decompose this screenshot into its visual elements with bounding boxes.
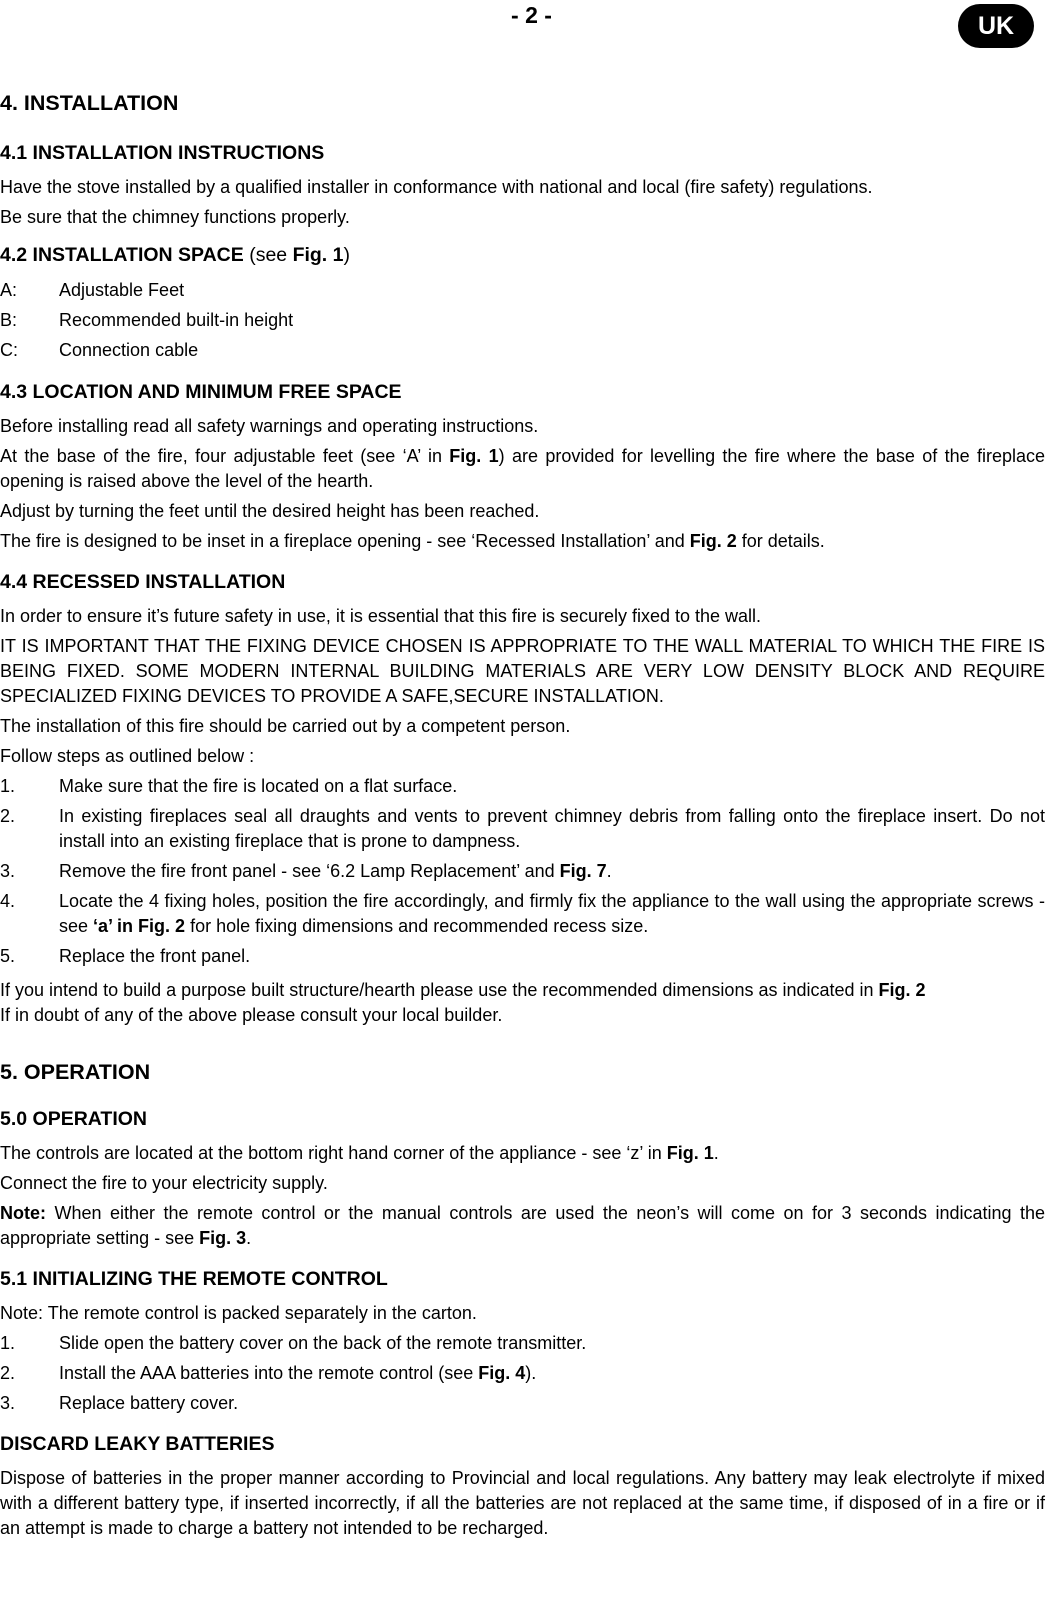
list-item: 4. Locate the 4 fixing holes, position the fire accordingly, and firmly fix the appliance to the wall using the appropriate screws - see ‘a’ in Fig. 2 for hole fixing dimensions and recommended recess size. <box>0 891 1045 936</box>
paragraph: Have the stove installed by a qualified installer in conformance with national and local (fire safety) regulations. <box>0 177 873 197</box>
page-content <box>0 88 1045 1541</box>
list-item: A: Adjustable Feet <box>0 280 185 300</box>
paragraph: If you intend to build a purpose built structure/hearth please use the recommended dimensions as indicated in Fig. 2 <box>0 980 926 1000</box>
list-item: B: Recommended built-in height <box>0 310 294 330</box>
paragraph: Be sure that the chimney functions properly. <box>0 207 350 227</box>
page-number: - 2 - <box>511 2 552 28</box>
paragraph: The controls are located at the bottom right hand corner of the appliance - see ‘z’ in Fig. 1. <box>0 1143 719 1163</box>
section-4-3-title: 4.3 LOCATION AND MINIMUM FREE SPACE <box>0 381 402 403</box>
paragraph: Before installing read all safety warnings and operating instructions. <box>0 416 539 436</box>
paragraph: Adjust by turning the feet until the desired height has been reached. <box>0 501 540 521</box>
section-4-4-title: 4.4 RECESSED INSTALLATION <box>0 571 286 593</box>
section-5-1-title: 5.1 INITIALIZING THE REMOTE CONTROL <box>0 1268 388 1290</box>
discard-batteries-title: DISCARD LEAKY BATTERIES <box>0 1433 275 1455</box>
paragraph: Follow steps as outlined below : <box>0 746 255 766</box>
list-item: 3. Remove the fire front panel - see ‘6.2 Lamp Replacement’ and Fig. 7. <box>0 861 612 881</box>
paragraph: Note: The remote control is packed separately in the carton. <box>0 1303 477 1323</box>
paragraph: If in doubt of any of the above please consult your local builder. <box>0 1005 503 1025</box>
warning-paragraph: IT IS IMPORTANT THAT THE FIXING DEVICE CHOSEN IS APPROPRIATE TO THE WALL MATERIAL TO WHICH THE FIRE IS BEING FIXED. SOME MODERN INTERNAL BUILDING MATERIALS ARE VERY LOW DENSITY BLOCK AND REQUIRE SPECIALIZED FIXING DEVICES TO PROVIDE A SAFE,SECURE INSTALLATION. <box>0 636 1045 706</box>
section-5-title: 5. OPERATION <box>0 1060 151 1084</box>
section-5-0-title: 5.0 OPERATION <box>0 1108 148 1130</box>
list-item: 2. In existing fireplaces seal all draughts and vents to prevent chimney debris from falling onto the fireplace insert. Do not install into an existing fireplace that is prone to dampness. <box>0 806 1045 851</box>
paragraph: Connect the fire to your electricity supply. <box>0 1173 328 1193</box>
section-4-title: 4. INSTALLATION <box>0 91 179 115</box>
paragraph: Dispose of batteries in the proper manner according to Provincial and local regulations. Any battery may leak electrolyte if mixed with a different battery type, if inserted incorrectly, if all the batteries are not replaced at the same time, if disposed of in a fire or if an attempt is made to charge a battery not intended to be recharged. <box>0 1468 1045 1538</box>
list-item: 2. Install the AAA batteries into the remote control (see Fig. 4). <box>0 1363 537 1383</box>
list-item: 1. Make sure that the fire is located on a flat surface. <box>0 776 458 796</box>
language-badge: UK <box>958 4 1034 48</box>
paragraph: At the base of the fire, four adjustable feet (see ‘A’ in Fig. 1) are provided for levelling the fire where the base of the fireplace opening is raised above the level of the hearth. <box>0 446 1045 491</box>
list-item: C: Connection cable <box>0 340 199 360</box>
list-item: 3. Replace battery cover. <box>0 1393 239 1413</box>
paragraph: The installation of this fire should be carried out by a competent person. <box>0 716 571 736</box>
list-item: 1. Slide open the battery cover on the back of the remote transmitter. <box>0 1333 587 1353</box>
section-4-2-title: 4.2 INSTALLATION SPACE (see Fig. 1) <box>0 244 350 266</box>
section-4-1-title: 4.1 INSTALLATION INSTRUCTIONS <box>0 142 325 164</box>
paragraph: In order to ensure it’s future safety in use, it is essential that this fire is securely fixed to the wall. <box>0 606 762 626</box>
paragraph: The fire is designed to be inset in a fireplace opening - see ‘Recessed Installation’ and Fig. 2 for details. <box>0 531 825 551</box>
list-item: 5. Replace the front panel. <box>0 946 251 966</box>
note-paragraph: Note: When either the remote control or the manual controls are used the neon’s will come on for 3 seconds indicating the appropriate setting - see Fig. 3. <box>0 1203 1045 1248</box>
